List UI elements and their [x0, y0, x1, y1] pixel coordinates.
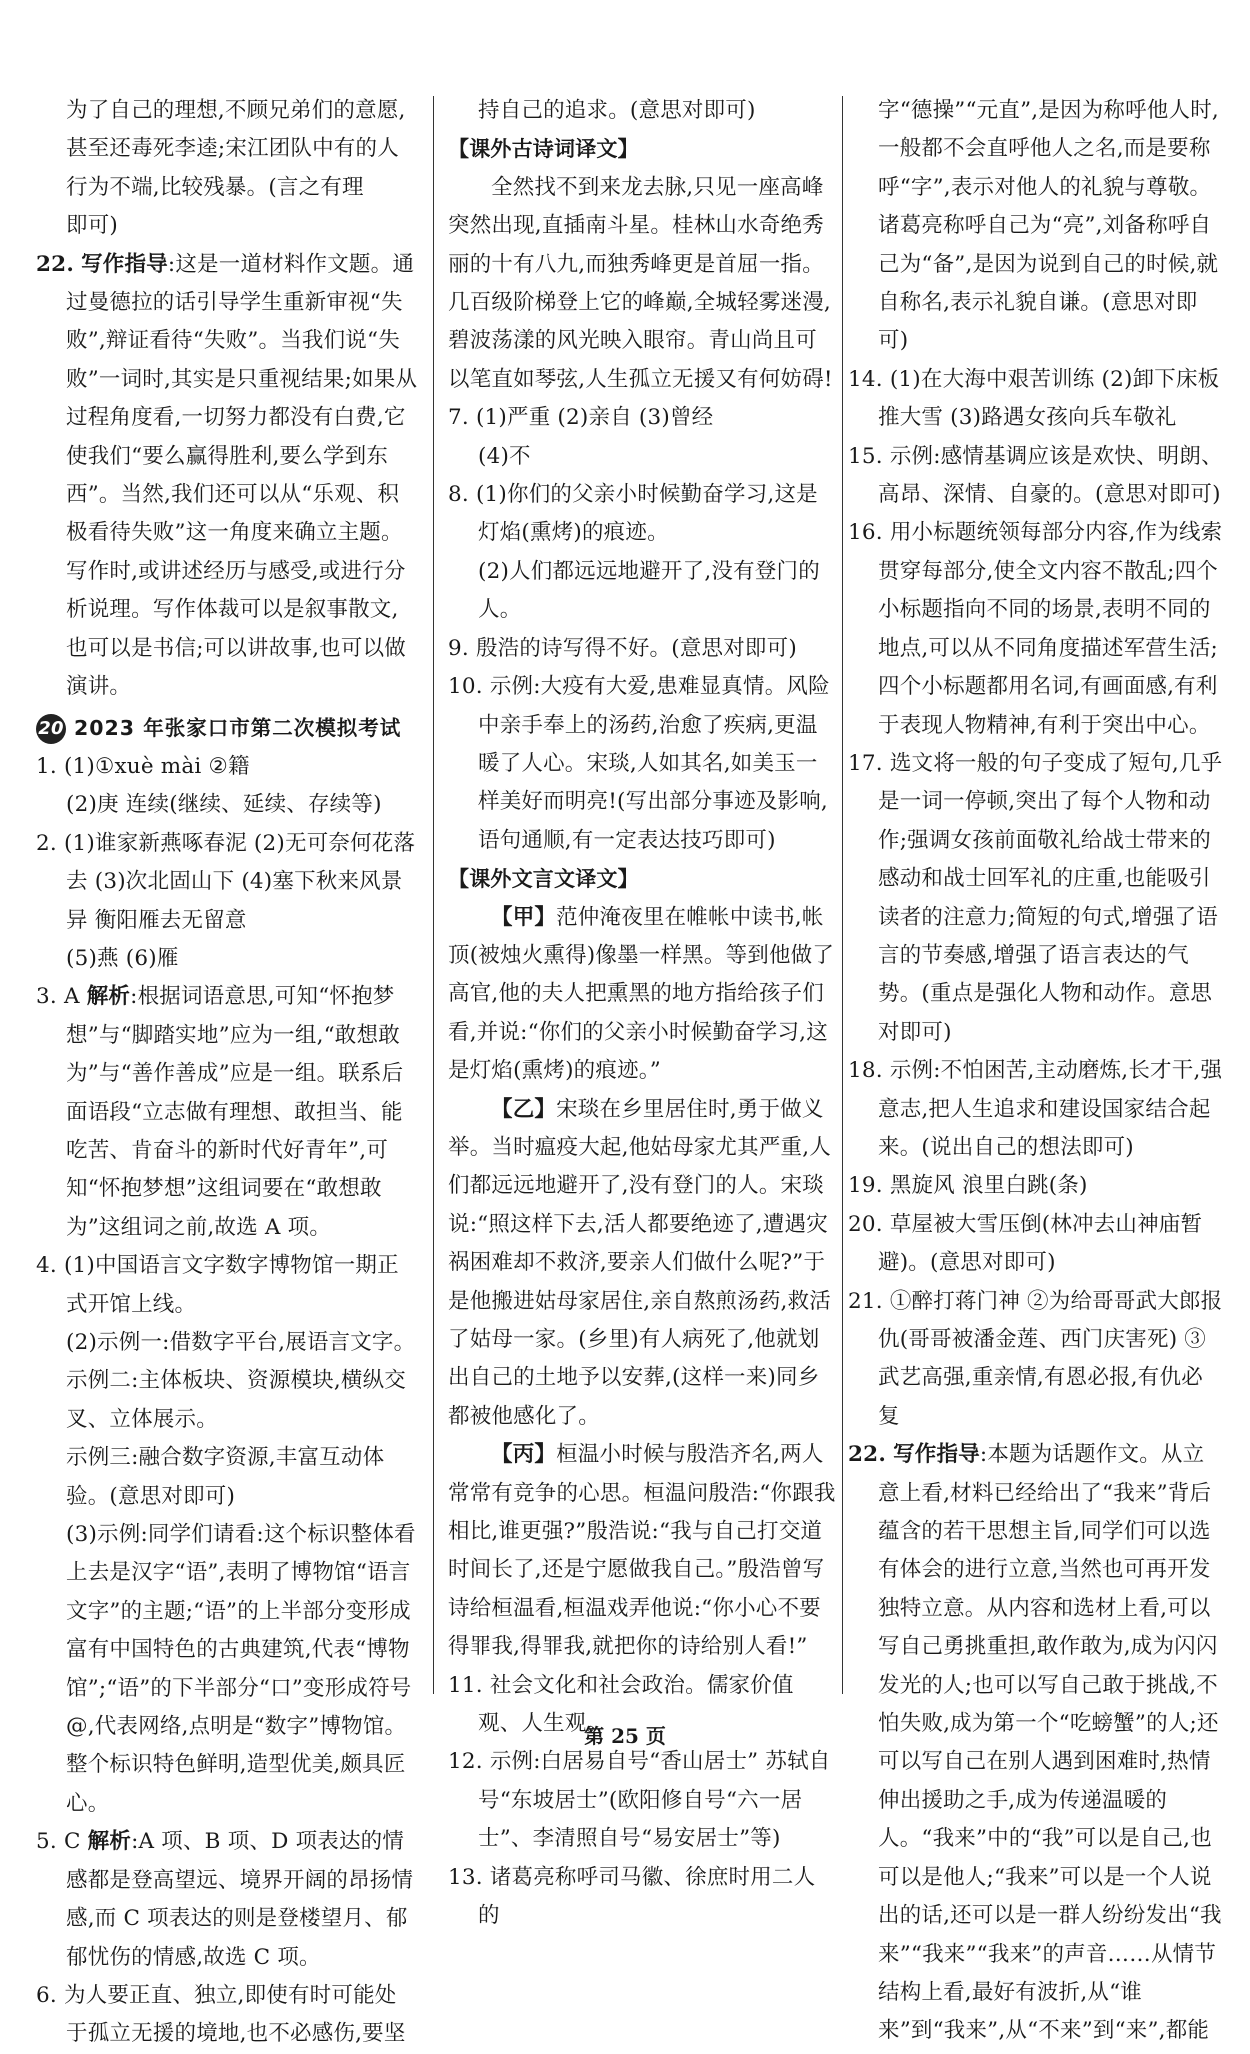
writing-guide-label: 写作指导	[893, 1442, 980, 1468]
passage-text: 范仲淹夜里在帷帐中读书,帐顶(被烛火熏得)像墨一样黑。等到他做了高官,他的夫人把熏黑的地方指给孩子们看,并说:“你们的父亲小时候勤奋学习,这是灯焰(熏烤)的痕迹。”	[448, 904, 835, 1084]
column-left	[36, 92, 418, 2047]
question-number: 3. A	[36, 984, 80, 1010]
answer-6-tail: 持自己的追求。(意思对即可)	[478, 98, 756, 123]
answer-9: 9. 殷浩的诗写得不好。(意思对即可)	[448, 635, 797, 661]
answer-2: 2. (1)谁家新燕啄春泥 (2)无可奈何花落去 (3)次北固山下 (4)塞下秋来风景异 衡阳雁去无留意	[36, 830, 416, 933]
answer-4-sub: 示例二:主体板块、资源模块,横纵交叉、立体展示。	[66, 1368, 406, 1432]
answer-line: 甚至还毒死李逵;宋江团队中有的人	[66, 136, 399, 162]
answer-8: 8. (1)你们的父亲小时候勤奋学习,这是灯焰(熏烤)的痕迹。	[448, 482, 818, 546]
answer-8-sub: (2)人们都远远地避开了,没有登门的人。	[478, 558, 820, 623]
test-number-badge: 20	[36, 714, 66, 744]
answer-6: 6. 为人要正直、独立,即使有时可能处于孤立无援的境地,也不必感伤,要坚	[36, 1982, 406, 2047]
analysis-label: 解析	[86, 984, 131, 1010]
answer-line: 行为不端,比较残暴。(言之有理	[66, 174, 364, 200]
column-divider	[842, 96, 843, 1694]
column-right	[848, 92, 1224, 2044]
question-number: 22.	[36, 251, 75, 277]
answer-4: 4. (1)中国语言文字数字博物馆一期正式开馆上线。	[36, 1253, 399, 1317]
answer-7-sub: (4)不	[478, 443, 531, 469]
answer-text: :根据词语意思,可知“怀抱梦想”与“脚踏实地”应为一组,“敢想敢为”与“善作善成”应是一组。联系后面语段“立志做有理想、敢担当、能吃苦、肯奋斗的新时代好青年”,可知“怀抱梦想”这组词要在“敢想敢为”这组词之前,故选 A 项。	[66, 984, 404, 1240]
answer-4-sub: (2)示例一:借数字平台,展语言文字。	[66, 1330, 416, 1355]
section-heading-prose: 【课外文言文译文】	[448, 867, 639, 892]
poem-translation: 全然找不到来龙去脉,只见一座高峰突然出现,直插南斗星。桂林山水奇绝秀丽的十有八九,而独秀峰更是首屈一指。几百级阶梯登上它的峰巅,全城轻雾迷漫,碧波荡漾的风光映入眼帘。青山尚且可以笔直如琴弦,人生孤立无援又有何妨碍!	[448, 174, 833, 392]
answer-1-sub: (2)庚 连续(继续、延续、存续等)	[66, 792, 382, 818]
answer-12: 12. 示例:白居易自号“香山居士” 苏轼自号“东坡居士”(欧阳修自号“六一居士”、李清照自号“易安居士”等)	[448, 1749, 831, 1852]
answer-line: 即可)	[66, 213, 118, 239]
answer-1: 1. (1)①xuè mài ②籍	[36, 753, 250, 779]
answer-text: :A 项、B 项、D 项表达的情感都是登高望远、境界开阔的昂扬情感,而 C 项表达的则是登楼望月、郁郁忧伤的情感,故选 C 项。	[66, 1829, 414, 1970]
writing-guide-label: 写作指导	[81, 251, 168, 277]
translation-yi	[448, 1091, 836, 1437]
answer-19: 19. 黑旋风 浪里白跳(条)	[848, 1173, 1088, 1199]
answer-17: 17. 选文将一般的句子变成了短句,几乎是一词一停顿,突出了每个人物和动作;强调女孩前面敬礼给战士带来的感动和战士回军礼的庄重,也能吸引读者的注意力;简短的句式,增强了语言的节奏感,增强了语言表达的气势。(重点是强化人物和动作。意思对即可)	[848, 750, 1223, 1045]
answer-text: :本题为话题作文。从立意上看,材料已经给出了“我来”背后蕴含的若干思想主旨,同学们可以选有体会的进行立意,当然也可再开发独特立意。从内容和选材上看,可以写自己勇挑重担,敢作敢为,成为闪闪发光的人;也可以写自己敢于挑战,不怕失败,成为第一个“吃螃蟹”的人;还可以写自己在别人遇到困难时,热情伸出援助之手,成为传递温暖的人。“我来”中的“我”可以是自己,也可以是他人;“我来”可以是一个人说出的话,还可以是一群人纷纷发出“我来”“我来”“我来”的声音……从情节结构上看,最好有波折,从“谁来”到“我来”,从“不来”到“来”,都能	[878, 1442, 1222, 2044]
passage-tag: 【乙】	[491, 1096, 557, 1122]
translation-bing	[448, 1436, 836, 1666]
answer-2-sub: (5)燕 (6)雁	[66, 945, 179, 971]
question-number: 5. C	[36, 1829, 81, 1855]
answer-18: 18. 示例:不怕困苦,主动磨炼,长才干,强意志,把人生追求和建设国家结合起来。(说出自己的想法即可)	[848, 1058, 1223, 1160]
answer-13: 13. 诸葛亮称呼司马徽、徐庶时用二人的	[448, 1864, 816, 1929]
answer-5	[36, 1823, 418, 1977]
answer-14: 14. (1)在大海中艰苦训练 (2)卸下床板推大雪 (3)路遇女孩向兵车敬礼	[848, 366, 1220, 431]
passage-text: 宋琰在乡里居住时,勇于做义举。当时瘟疫大起,他姑母家尤其严重,人们都远远地避开了,没有登门的人。宋琰说:“照这样下去,活人都要绝迹了,遭遇灾祸困难却不救济,要亲人们做什么呢?”于是他搬进姑母家居住,亲自熬煎汤药,救活了姑母一家。(乡里)有人病死了,他就划出自己的土地予以安葬,(这样一来)同乡都被他感化了。	[448, 1096, 831, 1429]
translation-jia	[448, 899, 836, 1091]
answer-15: 15. 示例:感情基调应该是欢快、明朗、高昂、深情、自豪的。(意思对即可)	[848, 443, 1223, 508]
passage-tag: 【甲】	[491, 904, 557, 930]
answer-20: 20. 草屋被大雪压倒(林冲去山神庙暂避)。(意思对即可)	[848, 1211, 1203, 1276]
page-number: 第 25 页	[584, 1724, 666, 1748]
answer-11: 11. 社会文化和社会政治。儒家价值观、人生观。	[448, 1672, 794, 1737]
answer-13-tail: 字“德操”“元直”,是因为称呼他人时,一般都不会直呼他人之名,而是要称呼“字”,表示对他人的礼貌与尊敬。诸葛亮称呼自己为“亮”,刘备称呼自己为“备”,是因为说到自己的时候,就自称名,表示礼貌自谦。(意思对即可)	[878, 98, 1219, 354]
answer-3	[36, 978, 418, 1247]
passage-tag: 【丙】	[491, 1442, 557, 1468]
answer-22-writing	[36, 246, 418, 707]
passage-text: 桓温小时候与殷浩齐名,两人常常有竞争的心思。桓温问殷浩:“你跟我相比,谁更强?”殷浩说:“我与自己打交道时间长了,还是宁愿做我自己。”殷浩曾写诗给桓温看,桓温戏弄他说:“你小心不要得罪我,得罪我,就把你的诗给别人看!”	[448, 1442, 836, 1660]
test-title: 2023 年张家口市第二次模拟考试	[74, 715, 402, 740]
section-heading-poem: 【课外古诗词译文】	[448, 137, 639, 162]
analysis-label: 解析	[87, 1829, 132, 1855]
answer-10: 10. 示例:大疫有大爱,患难显真情。风险中亲手奉上的汤药,治愈了疾病,更温暖了人心。宋琰,人如其名,如美玉一样美好而明亮!(写出部分事迹及影响,语句通顺,有一定表达技巧即可)	[448, 674, 830, 853]
answer-line: 为了自己的理想,不顾兄弟们的意愿,	[66, 98, 406, 123]
test-heading	[36, 709, 418, 748]
answer-7: 7. (1)严重 (2)亲自 (3)曾经	[448, 405, 714, 431]
answer-16: 16. 用小标题统领每部分内容,作为线索贯穿每部分,使全文内容不散乱;四个小标题指向不同的场景,表明不同的地点,可以从不同角度描述军营生活;四个小标题都用名词,有画面感,有利于表现人物精神,有利于突出中心。	[848, 520, 1223, 738]
question-number: 22.	[848, 1442, 887, 1468]
column-divider	[433, 96, 434, 1694]
answer-4-sub: 示例三:融合数字资源,丰富互动体验。(意思对即可)	[66, 1445, 385, 1509]
answer-21: 21. ①醉打蒋门神 ②为给哥哥武大郎报仇(哥哥被潘金莲、西门庆害死) ③武艺高强,重亲情,有恩必报,有仇必复	[848, 1288, 1223, 1429]
answer-4-sub: (3)示例:同学们请看:这个标识整体看上去是汉字“语”,表明了博物馆“语言文字”的主题;“语”的上半部分变形成富有中国特色的古典建筑,代表“博物馆”;“语”的下半部分“口”变形成符号 @,代表网络,点明是“数字”博物馆。整个标识特色鲜明,造型优美,颇具匠心。	[66, 1522, 416, 1816]
answer-text: :这是一道材料作文题。通过曼德拉的话引导学生重新审视“失败”,辩证看待“失败”。当我们说“失败”一词时,其实是只重视结果;如果从过程角度看,一切努力都没有白费,它使我们“要么赢得胜利,要么学到东西”。当然,我们还可以从“乐观、积极看待失败”这一角度来确立主题。写作时,或讲述经历与感受,或进行分析说理。写作体裁可以是叙事散文,也可以是书信;可以讲故事,也可以做演讲。	[66, 251, 418, 700]
